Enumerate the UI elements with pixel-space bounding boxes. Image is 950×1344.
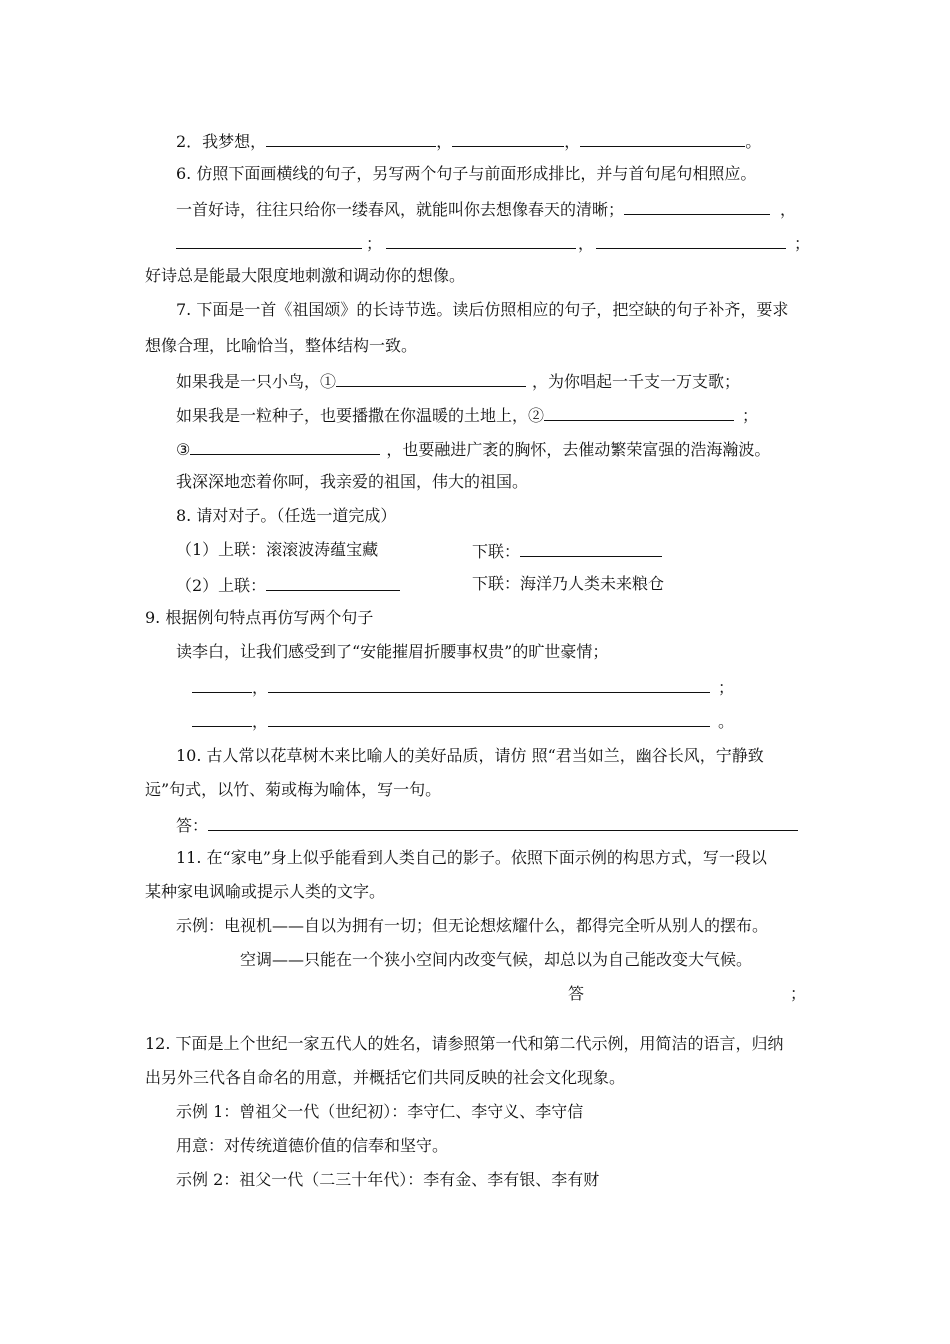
- q12-example-1: 示例 1：曾祖父一代（世纪初）：李守仁、李守义、李守信: [176, 1102, 584, 1121]
- q9-line2: [192, 710, 734, 730]
- q11-example-1: 示例：电视机——自以为拥有一切；但无论想炫耀什么，都得完全听从别人的摆布。: [176, 916, 769, 935]
- q6-prompt: 6. 仿照下面画横线的句子，另写两个句子与前面形成排比，并与首句尾句相照应。: [176, 164, 757, 183]
- q11-prompt-a: 11. 在“家电”身上似乎能看到人类自己的影子。依照下面示例的构思方式，写一段以: [176, 848, 767, 867]
- q10-answer: [176, 814, 798, 834]
- q2-comma-2: ，: [564, 132, 581, 151]
- q7-prompt-a: 7. 下面是一首《祖国颂》的长诗节选。读后仿照相应的句子，把空缺的句子补齐，要求: [176, 300, 789, 319]
- q8-row1-lower: [472, 540, 662, 560]
- q9-line1: [192, 676, 734, 696]
- q6-blank-2[interactable]: [176, 232, 362, 249]
- q10-prompt-b: 远”句式，以竹、菊或梅为喻体，写一句。: [145, 780, 442, 799]
- q12-prompt-a: 12. 下面是上个世纪一家五代人的姓名，请参照第一代和第二代示例，用简洁的语言，归纳: [145, 1034, 784, 1053]
- q6-blank-4[interactable]: [596, 232, 786, 249]
- q8-row2-upper: [176, 574, 400, 594]
- q8-blank-upper[interactable]: [266, 574, 400, 591]
- q6-blank-3[interactable]: [386, 232, 576, 249]
- q7-l2-b: ；: [742, 406, 759, 425]
- q9-end-2: 。: [718, 712, 735, 731]
- q9-blank-1b[interactable]: [268, 676, 710, 693]
- q9-blank-2a[interactable]: [192, 710, 252, 727]
- q7-line1: [176, 370, 740, 390]
- q11-prompt-b: 某种家电讽喻或提示人类的文字。: [145, 882, 386, 901]
- q7-l2-a: 如果我是一粒种子，也要播撒在你温暖的土地上，②: [176, 406, 545, 425]
- q8-prompt: 8. 请对对子。（任选一道完成）: [176, 506, 397, 525]
- q2-blank-2[interactable]: [452, 130, 564, 147]
- q9-prompt: 9. 根据例句特点再仿写两个句子: [145, 608, 374, 627]
- q7-line2: [176, 404, 758, 424]
- q6-line2-end: ；: [794, 234, 811, 253]
- q6-line3: 好诗总是能最大限度地刺激和调动你的想像。: [145, 266, 466, 285]
- q7-l1-a: 如果我是一只小鸟，①: [176, 372, 337, 391]
- q6-sep-1: ；: [366, 234, 383, 253]
- q10-prompt-a: 10. 古人常以花草树木来比喻人的美好品质，请仿 照“君当如兰，幽谷长风，宁静致: [176, 746, 764, 765]
- q12-example-2: 示例 2：祖父一代（二三十年代）：李有金、李有银、李有财: [176, 1170, 600, 1189]
- q2-blank-1[interactable]: [266, 130, 436, 147]
- q6-line1-text: 一首好诗，往往只给你一缕春风，就能叫你去想像春天的清晰；: [176, 200, 625, 219]
- q7-prompt-b: 想像合理，比喻恰当，整体结构一致。: [145, 336, 418, 355]
- q9-example: 读李白，让我们感受到了“安能摧眉折腰事权贵”的旷世豪情；: [176, 642, 609, 661]
- q2-end: 。: [745, 132, 762, 151]
- q7-l3-b: ，也要融进广袤的胸怀，去催动繁荣富强的浩海瀚波。: [386, 440, 771, 459]
- q2-blank-3[interactable]: [580, 130, 745, 147]
- q11-answer-end: ；: [790, 984, 807, 1003]
- q8-blank-lower[interactable]: [520, 540, 662, 557]
- q7-blank-3[interactable]: [190, 438, 380, 455]
- q7-line4: 我深深地恋着你呵，我亲爱的祖国，伟大的祖国。: [176, 472, 529, 491]
- q6-blank-1[interactable]: [624, 198, 770, 215]
- q7-l3-a: ③: [176, 440, 191, 459]
- q7-blank-2[interactable]: [544, 404, 734, 421]
- q7-line3: [176, 438, 770, 458]
- q6-line1-end: ，: [780, 200, 797, 219]
- q2-prefix: 2．我梦想，: [176, 132, 267, 151]
- q8-row2-upper-label: （2）上联：: [176, 576, 267, 595]
- q11-answer-label: 答: [568, 984, 585, 1003]
- q9-sep-1: ，: [252, 678, 269, 697]
- q2-line: [176, 130, 761, 150]
- q7-l1-b: ，为你唱起一千支一万支歌；: [532, 372, 741, 391]
- q12-example-1-meaning: 用意：对传统道德价值的信奉和坚守。: [176, 1136, 449, 1155]
- q9-blank-2b[interactable]: [268, 710, 710, 727]
- q10-answer-blank[interactable]: [208, 814, 798, 831]
- q9-blank-1a[interactable]: [192, 676, 252, 693]
- q6-sep-2: ，: [578, 234, 595, 253]
- q8-row2-lower: 下联：海洋乃人类未来粮仓: [472, 574, 665, 593]
- q11-example-2: 空调——只能在一个狭小空间内改变气候，却总以为自己能改变大气候。: [240, 950, 753, 969]
- q7-blank-1[interactable]: [336, 370, 526, 387]
- q6-line2: [176, 232, 810, 252]
- q8-row1-upper: （1）上联：滚滚波涛蕴宝藏: [176, 540, 379, 559]
- q2-comma-1: ，: [436, 132, 453, 151]
- q10-answer-label: 答：: [176, 816, 209, 835]
- q9-end-1: ；: [718, 678, 735, 697]
- q12-prompt-b: 出另外三代各自命名的用意，并概括它们共同反映的社会文化现象。: [145, 1068, 626, 1087]
- q9-sep-2: ，: [252, 712, 269, 731]
- q6-line1: [176, 198, 796, 218]
- q8-row1-lower-label: 下联：: [472, 542, 521, 561]
